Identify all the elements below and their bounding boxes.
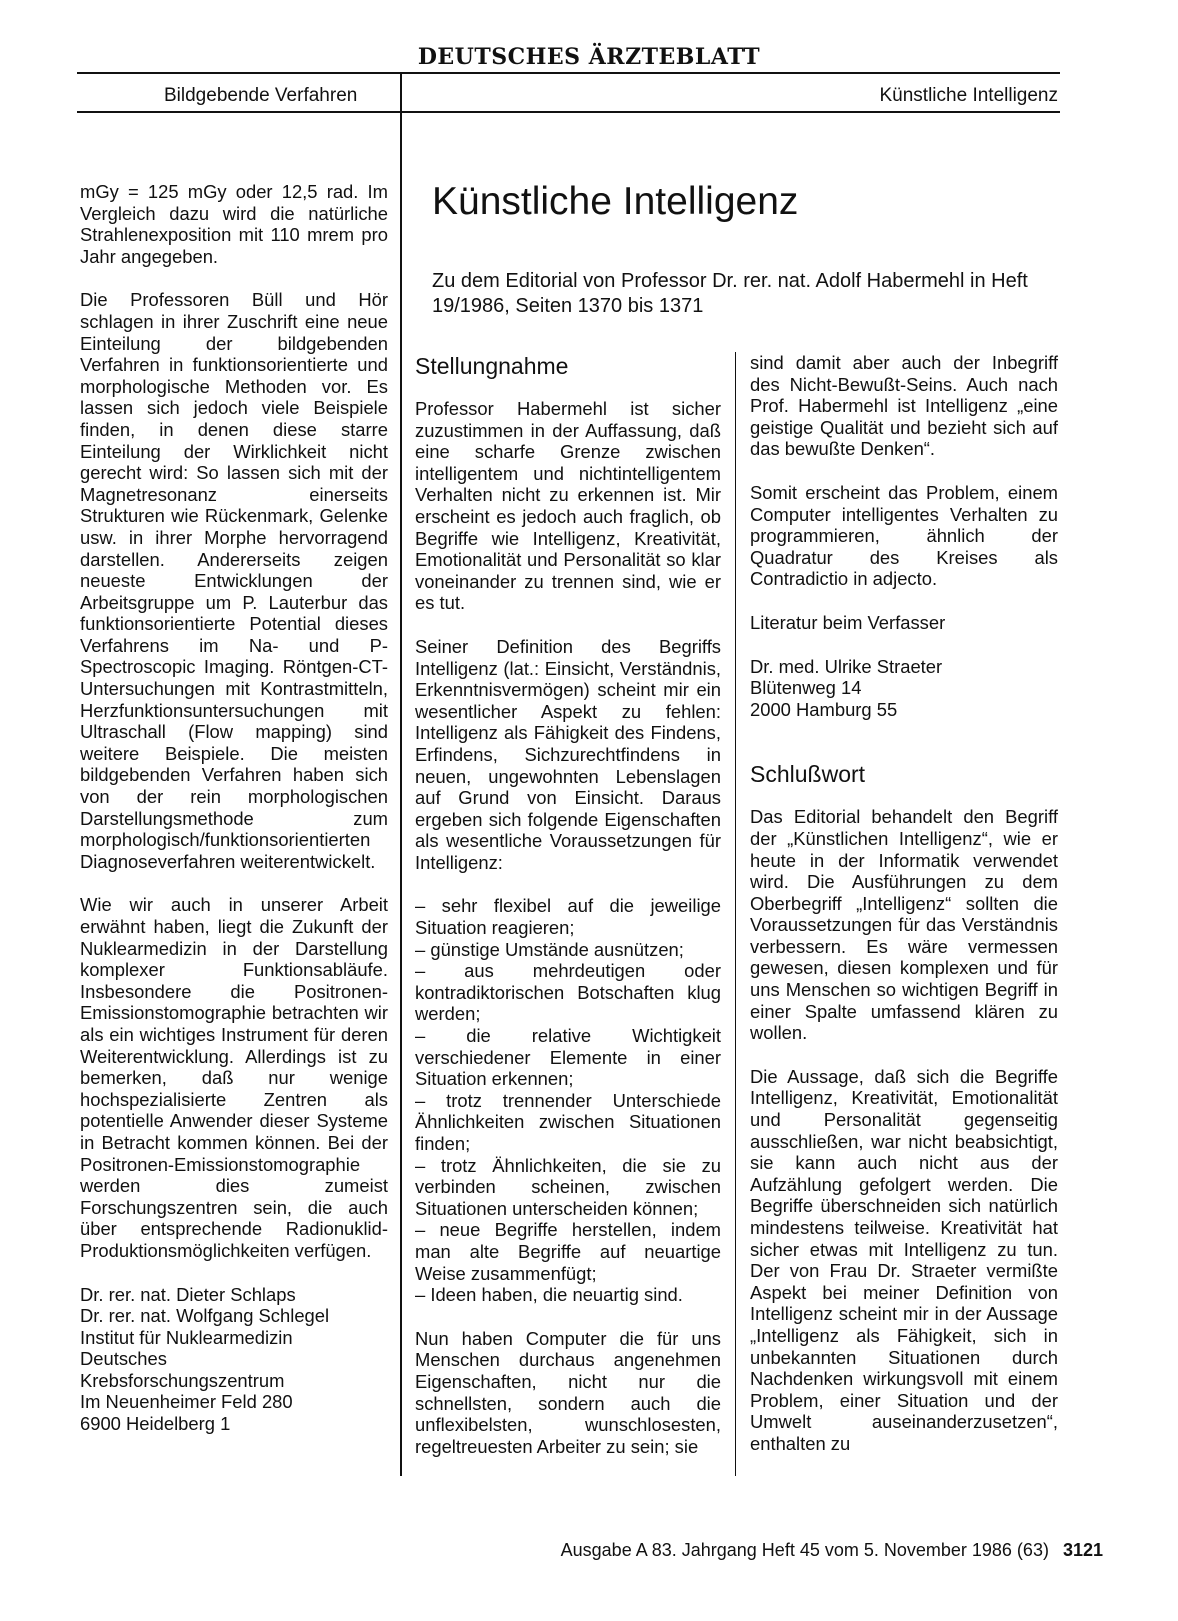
heading-stellungnahme: Stellungnahme [415,353,569,379]
heading-schlusswort: Schlußwort [750,761,866,788]
signature-line: Dr. rer. nat. Wolfgang Schlegel [80,1305,330,1327]
left-signature [80,1284,388,1435]
address-line: Blütenweg 14 [750,677,862,699]
list-item: – aus mehrdeutigen oder kontradiktorischen Botschaften klug werden; [415,960,721,1025]
list-item: – trotz trennender Unterschiede Ähnlichkeiten zwischen Situationen finden; [415,1089,721,1154]
edition-info: Ausgabe A 83. Jahrgang Heft 45 vom 5. November 1986 (63) [560,1540,1049,1560]
middle-paragraph-1: Professor Habermehl ist sicher zuzustimmen in der Auffassung, daß eine scharfe Grenze zwischen intelligentem und nichtintelligentem Verhalten nicht zu erkennen ist. Mir erscheint es jedoch auch fraglich, ob Begriffe wie Intelligenz, Kreativität, Emotionalität und Personalität so klar voneinander zu trennen sind, wie er es tut. [415,398,721,614]
column-divider-main [400,72,402,1476]
article-title: Künstliche Intelligenz [432,180,799,223]
right-column [750,352,1058,1477]
signature-line: 6900 Heidelberg 1 [80,1413,231,1435]
middle-paragraph-3: Nun haben Computer die für uns Menschen durchaus angenehmen Eigenschaften, nicht nur die schnellsten, sondern auch die unflexibelsten, wunschlosesten, regeltreuesten Arbeiter zu sein; sie [415,1327,721,1457]
literature-note: Literatur beim Verfasser [750,611,946,633]
signature-line: Im Neuenheimer Feld 280 [80,1391,293,1413]
column-divider-article [735,352,736,1476]
left-column [80,181,388,1435]
article-subtitle: Zu dem Editorial von Professor Dr. rer. nat. Adolf Habermehl in Heft 19/1986, Seiten 1370 bis 1371 [432,270,1028,317]
list-item: – Ideen haben, die neuartig sind. [415,1284,683,1306]
page-number: 3121 [1062,1540,1103,1560]
list-item: – günstige Umstände ausnützen; [415,938,684,960]
section-label-right: Künstliche Intelligenz [879,85,1058,106]
list-item: – neue Begriffe herstellen, indem man alte Begriffe auf neuartige Weise zusammenfügt; [415,1219,721,1284]
header-rule [77,111,1060,113]
signature-line: Institut für Nuklearmedizin [80,1326,293,1348]
address-line: Dr. med. Ulrike Straeter [750,655,943,677]
list-item: – sehr flexibel auf die jeweilige Situation reagieren; [415,895,721,939]
right-paragraph-2: Somit erscheint das Problem, einem Computer intelligentes Verhalten zu programmieren, ähnlich der Quadratur des Kreises als Contradictio in adjecto. [750,481,1058,590]
right-paragraph-1: sind damit aber auch der Inbegriff des Nicht-Bewußt-Seins. Auch nach Prof. Habermehl ist Intelligenz „eine geistige Qualität und bezieht sich auf das bewußte Denken“. [750,352,1058,460]
page-footer [0,1540,1103,1561]
left-paragraph-1: mGy = 125 mGy oder 12,5 rad. Im Vergleich dazu wird die natürliche Strahlenexposition mit 110 mrem pro Jahr angegeben. [80,181,388,267]
section-label-left: Bildgebende Verfahren [164,85,358,106]
right-paragraph-3: Das Editorial behandelt den Begriff der „Künstlichen Intelligenz“, wie er heute in der Informatik verwendet wird. Die Ausführungen zu dem Oberbegriff „Intelligenz“ sollten die Voraussetzungen für das Verständnis verbessern. Es wäre vermessen gewesen, diesen komplexen und für uns Menschen so wichtigen Begriff in einer Spalte umfassend klären zu wollen. [750,806,1058,1044]
left-paragraph-2: Die Professoren Büll und Hör schlagen in ihrer Zuschrift eine neue Einteilung der bildgebenden Verfahren in funktionsorientierte und morphologische Methoden vor. Es lassen sich jedoch viele Beispiele finden, in denen diese starre Einteilung der Wirklichkeit nicht gerecht wird: So lassen sich mit der Magnetresonanz einerseits Strukturen wie Rückenmark, Gelenke usw. in ihrer Morphe hervorragend darstellen. Andererseits zeigen neueste Entwicklungen der Arbeitsgruppe um P. Lauterbur das funktionsorientierte Potential dieses Verfahrens im Na- und P-Spectroscopic Imaging. Röntgen-CT-Untersuchungen mit Kontrastmitteln, Herzfunktionsuntersuchungen mit Ultraschall (Flow mapping) sind weitere Beispiele. Die meisten bildgebenden Verfahren haben sich von der rein morphologischen Darstellungsmethode zum morphologisch/funktionsorientierten Diagnoseverfahren weiterentwickelt. [80,289,388,872]
list-item: – die relative Wichtigkeit verschiedener Elemente in einer Situation erkennen; [415,1025,721,1090]
middle-column [415,352,721,1479]
requirements-list [415,895,721,1305]
signature-line: Deutsches [80,1348,167,1370]
masthead-rule [77,72,1060,74]
author-address [750,656,1058,721]
list-item: – trotz Ähnlichkeiten, die sie zu verbinden scheinen, zwischen Situationen unterscheiden können; [415,1154,721,1219]
masthead: DEUTSCHES ÄRZTEBLATT [417,44,761,70]
middle-paragraph-2: Seiner Definition des Begriffs Intelligenz (lat.: Einsicht, Verständnis, Erkenntnisvermögen) scheint mir ein wesentlicher Aspekt zu fehlen: Intelligenz als Fähigkeit des Findens, Erfindens, Sichzurechtfindens in neuen, ungewohnten Lebenslagen auf Grund von Einsicht. Daraus ergeben sich folgende Eigenschaften als wesentliche Voraussetzungen für Intelligenz: [415,635,721,873]
right-paragraph-4: Die Aussage, daß sich die Begriffe Intelligenz, Kreativität, Emotionalität und Personalität gegenseitig ausschließen, war nicht beabsichtigt, sie kann auch nicht aus der Aufzählung gefolgert werden. Die Begriffe überschneiden sich natürlich mindestens teilweise. Kreativität hat sicher etwas mit Intelligenz zu tun. Der von Frau Dr. Straeter vermißte Aspekt bei meiner Definition von Intelligenz scheint mir in der Aussage „Intelligenz als Fähigkeit, sich in unbekannten Situationen durch Nachdenken wirkungsvoll mit einem Problem, einer Situation und der Umwelt auseinanderzusetzen“, enthalten zu [750,1065,1058,1454]
signature-line: Krebsforschungszentrum [80,1369,285,1391]
signature-line: Dr. rer. nat. Dieter Schlaps [80,1283,296,1305]
left-paragraph-3: Wie wir auch in unserer Arbeit erwähnt haben, liegt die Zukunft der Nuklearmedizin in der Darstellung komplexer Funktionsabläufe. Insbesondere die Positronen-Emissionstomographie betrachten wir als ein wichtiges Instrument für deren Weiterentwicklung. Allerdings ist zu bemerken, daß nur wenige hochspezialisierte Zentren als potentielle Anwender dieser Systeme in Betracht kommen können. Bei der Positronen-Emissionstomographie werden dies zumeist Forschungszentren sein, die auch über entsprechende Radionuklid-Produktionsmöglichkeiten verfügen. [80,894,388,1261]
address-line: 2000 Hamburg 55 [750,698,898,720]
